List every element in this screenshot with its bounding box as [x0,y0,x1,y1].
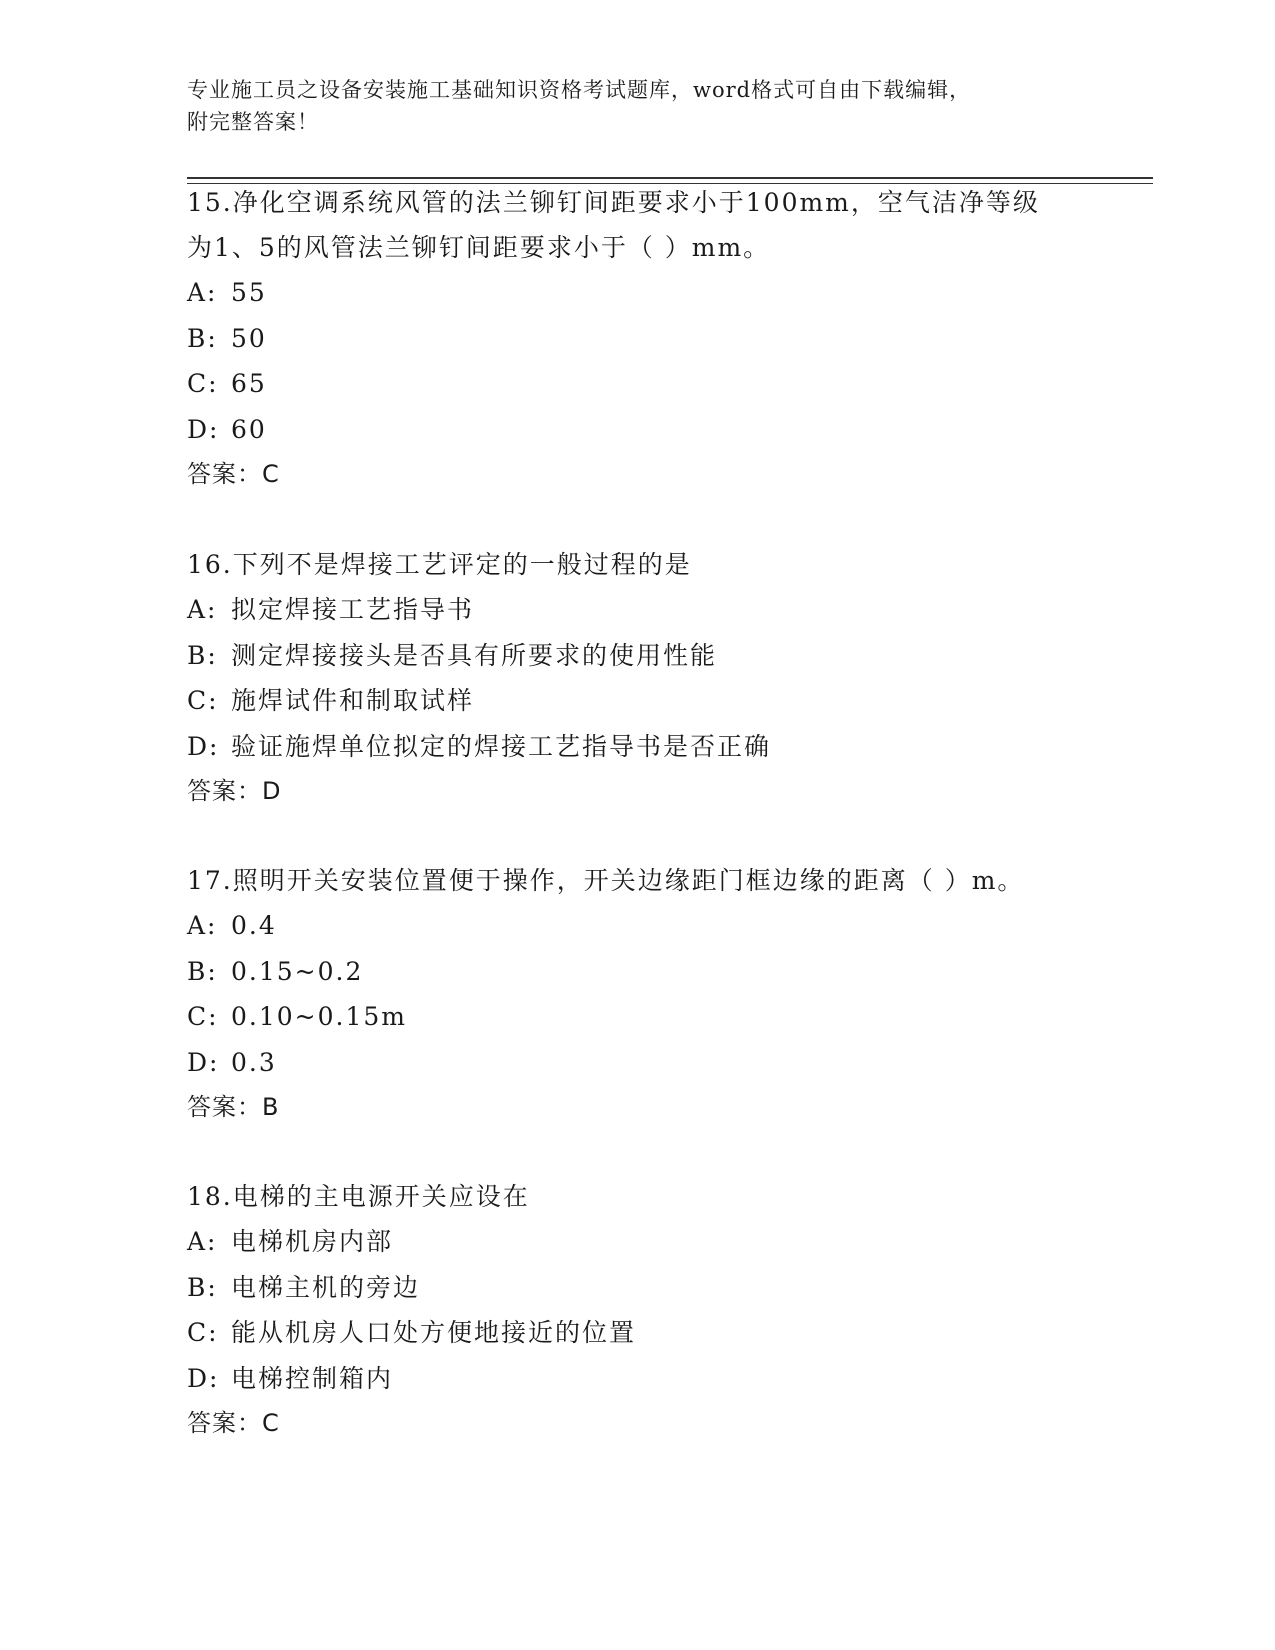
option-text: 50 [231,323,267,353]
option-b [187,949,1087,995]
option-key: C: [187,369,219,398]
question-stem-line: 16.下列不是焊接工艺评定的一般过程的是 [187,550,692,579]
option-text: 60 [231,414,267,444]
question-stem-line: 为1、5的风管法兰铆钉间距要求小于（ ）mm。 [187,233,771,262]
option-key: D: [187,1047,220,1077]
question-stem-line: 18.电梯的主电源开关应设在 [187,1182,530,1211]
option-key: B: [187,1272,218,1302]
answer-line: 答案：B [187,1093,280,1121]
option-text: 电梯控制箱内 [231,1363,394,1393]
option-text: 拟定焊接工艺指导书 [231,595,475,624]
option-b [187,316,1087,362]
option-c [187,994,1087,1040]
option-text: 施焊试件和制取试样 [231,686,475,715]
option-key: D: [187,1363,220,1393]
option-key: B: [187,640,218,670]
option-text: 0.4 [231,911,277,940]
option-c [187,678,1087,724]
option-key: A: [187,1227,218,1256]
option-key: A: [187,595,218,624]
option-text: 55 [231,278,267,307]
answer-line: 答案：C [187,1409,280,1437]
answer-line: 答案：D [187,777,282,805]
option-key: C: [187,686,219,715]
option-b [187,1265,1087,1311]
header-line-1: 专业施工员之设备安装施工基础知识资格考试题库，word格式可自由下载编辑， [187,78,972,102]
document-header [187,74,1087,138]
option-d [187,1356,1087,1402]
option-key: A: [187,911,218,940]
header-line-2: 附完整答案！ [187,110,319,134]
option-d [187,1040,1087,1086]
option-c [187,361,1087,407]
option-text: 电梯机房内部 [231,1227,394,1256]
option-key: D: [187,731,220,761]
question-17 [187,858,1087,1130]
question-stem-line: 17.照明开关安装位置便于操作，开关边缘距门框边缘的距离（ ）m。 [187,866,1025,895]
question-stem-line: 15.净化空调系统风管的法兰铆钉间距要求小于100mm，空气洁净等级 [187,188,1040,217]
option-text: 电梯主机的旁边 [231,1272,421,1302]
option-a [187,270,1087,316]
option-a [187,1219,1087,1265]
answer-line: 答案：C [187,460,280,488]
option-text: 0.15~0.2 [231,956,364,986]
option-key: B: [187,323,218,353]
question-18 [187,1174,1087,1446]
option-a [187,903,1087,949]
option-text: 0.10~0.15m [231,1002,407,1031]
option-b [187,633,1087,679]
option-c [187,1310,1087,1356]
option-key: C: [187,1318,219,1347]
option-d [187,724,1087,770]
option-a [187,587,1087,633]
option-key: B: [187,956,218,986]
option-text: 65 [231,369,267,398]
option-key: D: [187,414,220,444]
option-text: 能从机房人口处方便地接近的位置 [231,1318,637,1347]
option-d [187,407,1087,453]
option-key: A: [187,278,218,307]
question-16 [187,542,1087,814]
header-divider-thick [187,177,1153,179]
question-15 [187,180,1087,497]
option-key: C: [187,1002,219,1031]
option-text: 测定焊接接头是否具有所要求的使用性能 [231,640,718,670]
option-text: 0.3 [231,1047,277,1077]
option-text: 验证施焊单位拟定的焊接工艺指导书是否正确 [231,731,772,761]
